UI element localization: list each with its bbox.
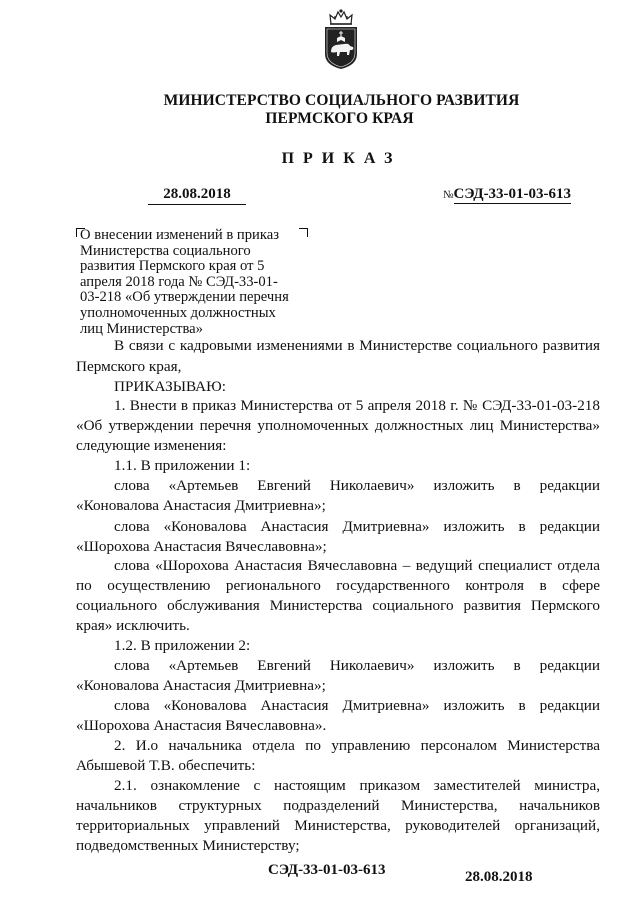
order-number bbox=[443, 186, 571, 203]
body-line: «Об утверждении перечня уполномоченных должностных лиц Министерства» bbox=[76, 417, 600, 434]
body-line: «Шорохова Анастасия Вячеславовна». bbox=[76, 717, 327, 734]
body-line: Пермского края, bbox=[76, 358, 182, 375]
body-line: 1.1. В приложении 1: bbox=[114, 457, 251, 474]
number-sign: № bbox=[443, 189, 454, 201]
body-line: «Шорохова Анастасия Вячеславовна»; bbox=[76, 538, 327, 555]
body-line: слова «Артемьев Евгений Николаевич» изложить в редакции bbox=[114, 477, 600, 494]
body-line: «Коновалова Анастасия Дмитриевна»; bbox=[76, 677, 326, 694]
subject-line: лиц Министерства» bbox=[80, 320, 203, 337]
body-line: территориальных управлений Министерства, руководителей организаций, bbox=[76, 817, 600, 834]
body-line: социального обслуживания Министерства социального развития Пермского bbox=[76, 597, 600, 614]
subject-line: Министерства социального bbox=[80, 242, 251, 259]
body-line: 2. И.о начальника отдела по управлению персоналом Министерства bbox=[114, 737, 600, 754]
body-line: следующие изменения: bbox=[76, 437, 227, 454]
body-line: 1.2. В приложении 2: bbox=[114, 637, 251, 654]
subject-line: апреля 2018 года № СЭД-33-01- bbox=[80, 273, 278, 290]
document-type-title: ПРИКАЗ bbox=[281, 150, 402, 167]
body-line: В связи с кадровыми изменениями в Министерстве социального развития bbox=[114, 337, 600, 354]
ministry-name-line1: МИНИСТЕРСТВО СОЦИАЛЬНОГО РАЗВИТИЯ bbox=[163, 92, 520, 109]
subject-line: уполномоченных должностных bbox=[80, 304, 276, 321]
body-line: подведомственных Министерству; bbox=[76, 837, 300, 854]
body-line: края» исключить. bbox=[76, 617, 190, 634]
body-line: 2.1. ознакомление с настоящим приказом заместителей министра, bbox=[114, 777, 600, 794]
order-date: 28.08.2018 bbox=[148, 186, 246, 205]
body-line: по осуществлению регионального государственного контроля в сфере bbox=[76, 577, 600, 594]
body-line: слова «Артемьев Евгений Николаевич» изложить в редакции bbox=[114, 657, 600, 674]
footer-order-number: СЭД-33-01-03-613 bbox=[268, 862, 386, 878]
subject-line: О внесении изменений в приказ bbox=[80, 227, 279, 243]
body-line: ПРИКАЗЫВАЮ: bbox=[114, 378, 226, 395]
order-subject bbox=[80, 228, 302, 337]
body-line: слова «Коновалова Анастасия Дмитриевна» изложить в редакции bbox=[114, 518, 600, 535]
body-line: слова «Шорохова Анастасия Вячеславовна – ведущий специалист отдела bbox=[114, 557, 600, 574]
body-line: слова «Коновалова Анастасия Дмитриевна» изложить в редакции bbox=[114, 697, 600, 714]
subject-line: 03-218 «Об утверждении перечня bbox=[80, 289, 289, 306]
coat-of-arms-icon bbox=[322, 8, 360, 70]
body-line: 1. Внести в приказ Министерства от 5 апреля 2018 г. № СЭД-33-01-03-218 bbox=[114, 397, 600, 414]
body-line: «Коновалова Анастасия Дмитриевна»; bbox=[76, 497, 326, 514]
body-line: начальников структурных подразделений Министерства, начальников bbox=[76, 797, 600, 814]
ministry-name-line2: ПЕРМСКОГО КРАЯ bbox=[265, 110, 414, 127]
body-line: Абышевой Т.В. обеспечить: bbox=[76, 757, 256, 774]
subject-line: развития Пермского края от 5 bbox=[80, 258, 265, 275]
footer-order-date: 28.08.2018 bbox=[465, 869, 533, 885]
order-number-value: СЭД-33-01-03-613 bbox=[453, 186, 572, 202]
